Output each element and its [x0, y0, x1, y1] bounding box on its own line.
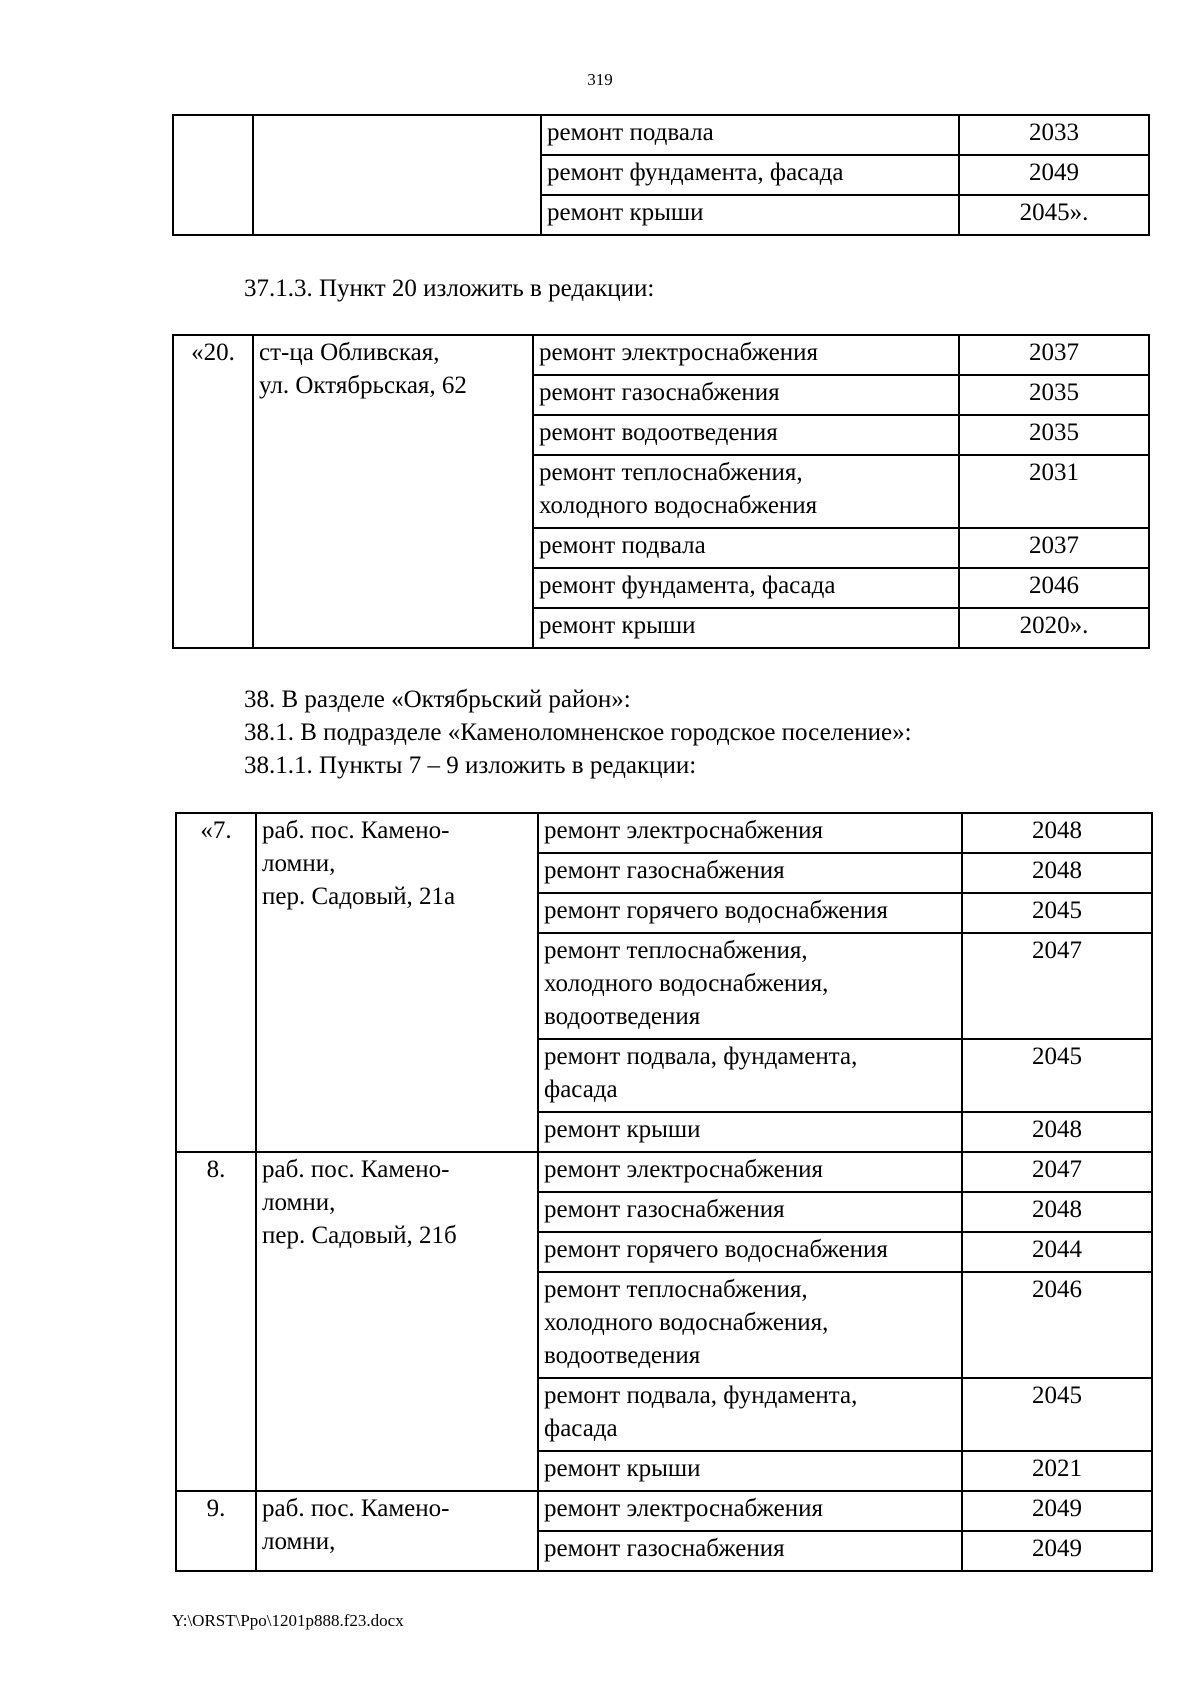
table3-year-cell: 2021: [962, 1451, 1152, 1491]
table2-work-cell: ремонт газоснабжения: [533, 375, 959, 415]
table2-year-cell: 2037: [959, 335, 1149, 375]
table1-work-cell: ремонт подвала: [541, 115, 959, 155]
table2-item-number: «20.: [173, 335, 253, 648]
table3-year-cell: 2045: [962, 1039, 1152, 1112]
table3-year-cell: 2047: [962, 1152, 1152, 1192]
table3-year-cell: 2048: [962, 813, 1152, 853]
table3-work-cell: ремонт газоснабжения: [538, 1192, 962, 1232]
table3-year-cell: 2049: [962, 1491, 1152, 1531]
table1-work-cell: ремонт крыши: [541, 195, 959, 235]
table3-year-cell: 2047: [962, 933, 1152, 1039]
table3-year-cell: 2045: [962, 893, 1152, 933]
table3-address: раб. пос. Камено- ломни,: [256, 1491, 538, 1571]
paragraph-37-1-3: 37.1.3. Пункт 20 изложить в редакции:: [244, 275, 655, 302]
table3-work-cell: ремонт электроснабжения: [538, 1152, 962, 1192]
table3-year-cell: 2048: [962, 1112, 1152, 1152]
table3-work-cell: ремонт горячего водоснабжения: [538, 1232, 962, 1272]
table1-year-cell: 2045».: [959, 195, 1149, 235]
table1-address-cell: [253, 115, 541, 235]
paragraph-38: 38. В разделе «Октябрьский район»:: [244, 686, 631, 713]
table3-work-cell: ремонт теплоснабжения, холодного водоснабжения, водоотведения: [538, 933, 962, 1039]
paragraph-38-1: 38.1. В подразделе «Каменоломненское городское поселение»:: [244, 719, 912, 746]
table2-year-cell: 2035: [959, 415, 1149, 455]
table3-item-number: 9.: [176, 1491, 256, 1571]
table3-work-cell: ремонт газоснабжения: [538, 853, 962, 893]
table3-year-cell: 2044: [962, 1232, 1152, 1272]
table1-work-cell: ремонт фундамента, фасада: [541, 155, 959, 195]
table1-year-cell: 2033: [959, 115, 1149, 155]
table1-num-cell: [173, 115, 253, 235]
table2-work-cell: ремонт теплоснабжения, холодного водоснабжения: [533, 455, 959, 528]
table3-work-cell: ремонт электроснабжения: [538, 1491, 962, 1531]
table-continuation: [172, 114, 1150, 236]
table2-year-cell: 2020».: [959, 608, 1149, 648]
table3-year-cell: 2049: [962, 1531, 1152, 1571]
table3-year-cell: 2048: [962, 853, 1152, 893]
table3-year-cell: 2048: [962, 1192, 1152, 1232]
table1-year-cell: 2049: [959, 155, 1149, 195]
table3-address: раб. пос. Камено- ломни, пер. Садовый, 21а: [256, 813, 538, 1152]
table3-work-cell: ремонт подвала, фундамента, фасада: [538, 1378, 962, 1451]
table2-work-cell: ремонт водоотведения: [533, 415, 959, 455]
table3-year-cell: 2046: [962, 1272, 1152, 1378]
table-item-20: [172, 334, 1150, 649]
table2-work-cell: ремонт фундамента, фасада: [533, 568, 959, 608]
table2-year-cell: 2035: [959, 375, 1149, 415]
table3-year-cell: 2045: [962, 1378, 1152, 1451]
table3-item-number: «7.: [176, 813, 256, 1152]
table2-address: ст-ца Обливская, ул. Октябрьская, 62: [253, 335, 533, 648]
table3-work-cell: ремонт горячего водоснабжения: [538, 893, 962, 933]
table2-year-cell: 2046: [959, 568, 1149, 608]
paragraph-38-1-1: 38.1.1. Пункты 7 – 9 изложить в редакции:: [244, 752, 697, 779]
table3-item-number: 8.: [176, 1152, 256, 1491]
table3-work-cell: ремонт подвала, фундамента, фасада: [538, 1039, 962, 1112]
table3-work-cell: ремонт крыши: [538, 1451, 962, 1491]
table3-work-cell: ремонт электроснабжения: [538, 813, 962, 853]
table2-year-cell: 2031: [959, 455, 1149, 528]
table2-work-cell: ремонт крыши: [533, 608, 959, 648]
table3-work-cell: ремонт газоснабжения: [538, 1531, 962, 1571]
footer-file-path: Y:\ORST\Ppo\1201p888.f23.docx: [172, 1611, 404, 1630]
table2-work-cell: ремонт электроснабжения: [533, 335, 959, 375]
table2-work-cell: ремонт подвала: [533, 528, 959, 568]
table-items-7-9: [175, 812, 1153, 1572]
page-number: 319: [587, 70, 613, 89]
table3-work-cell: ремонт крыши: [538, 1112, 962, 1152]
table3-address: раб. пос. Камено- ломни, пер. Садовый, 21б: [256, 1152, 538, 1491]
table3-work-cell: ремонт теплоснабжения, холодного водоснабжения, водоотведения: [538, 1272, 962, 1378]
table2-year-cell: 2037: [959, 528, 1149, 568]
